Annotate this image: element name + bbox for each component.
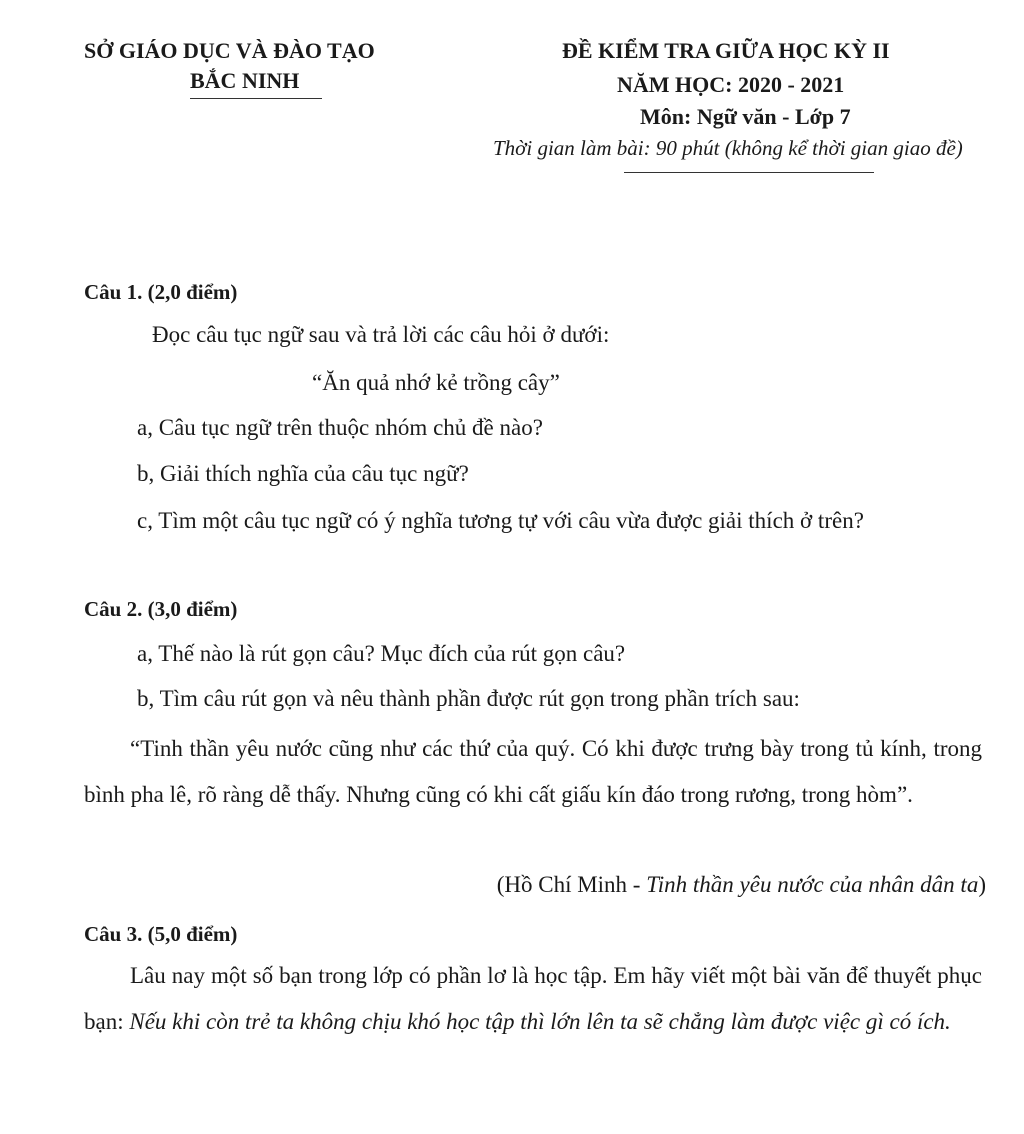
province-name: BẮC NINH	[190, 68, 300, 93]
question-3-thesis: Nếu khi còn trẻ ta không chịu khó học tập thì lớn lên ta sẽ chẳng làm được việc gì có ích.	[129, 1009, 951, 1034]
question-1-part-a: a, Câu tục ngữ trên thuộc nhóm chủ đề nào?	[137, 415, 543, 440]
question-1-proverb: “Ăn quả nhớ kẻ trồng cây”	[312, 370, 560, 395]
source-open: (Hồ Chí Minh -	[496, 872, 647, 897]
question-2-part-b: b, Tìm câu rút gọn và nêu thành phần được rút gọn trong phần trích sau:	[137, 686, 800, 711]
question-1-title: Câu 1. (2,0 điểm)	[84, 280, 238, 304]
question-2-excerpt	[84, 726, 982, 818]
subject-line: Môn: Ngữ văn - Lớp 7	[640, 104, 851, 129]
question-2-part-a: a, Thế nào là rút gọn câu? Mục đích của rút gọn câu?	[137, 641, 626, 666]
question-2-source	[497, 872, 986, 898]
question-1-part-b: b, Giải thích nghĩa của câu tục ngữ?	[137, 461, 469, 486]
question-3-prompt	[84, 953, 982, 1045]
question-1-part-c: c, Tìm một câu tục ngữ có ý nghĩa tương tự với câu vừa được giải thích ở trên?	[137, 508, 864, 533]
question-3-intro: Lâu nay một số bạn trong lớp có phần lơ là học tập. Em hãy viết một bài văn để thuyết phục bạn:	[84, 963, 982, 1034]
school-year: NĂM HỌC: 2020 - 2021	[617, 72, 845, 97]
source-work: Tinh thần yêu nước của nhân dân ta	[646, 872, 979, 897]
department-name: SỞ GIÁO DỤC VÀ ĐÀO TẠO	[84, 38, 375, 63]
question-2-title: Câu 2. (3,0 điểm)	[84, 597, 238, 621]
time-note: Thời gian làm bài: 90 phút (không kể thời gian giao đề)	[493, 136, 963, 160]
question-3-title: Câu 3. (5,0 điểm)	[84, 922, 238, 946]
exam-title: ĐỀ KIỂM TRA GIỮA HỌC KỲ II	[562, 38, 890, 63]
question-1-instruction: Đọc câu tục ngữ sau và trả lời các câu hỏi ở dưới:	[152, 322, 610, 347]
source-close: )	[978, 872, 986, 897]
header-right-rule	[624, 172, 874, 173]
question-2-excerpt-text: “Tinh thần yêu nước cũng như các thứ của quý. Có khi được trưng bày trong tủ kính, trong bình pha lê, rõ ràng dễ thấy. Nhưng cũng có khi cất giấu kín đáo trong rương, trong hòm”.	[84, 736, 982, 807]
header-left-rule	[190, 98, 322, 99]
